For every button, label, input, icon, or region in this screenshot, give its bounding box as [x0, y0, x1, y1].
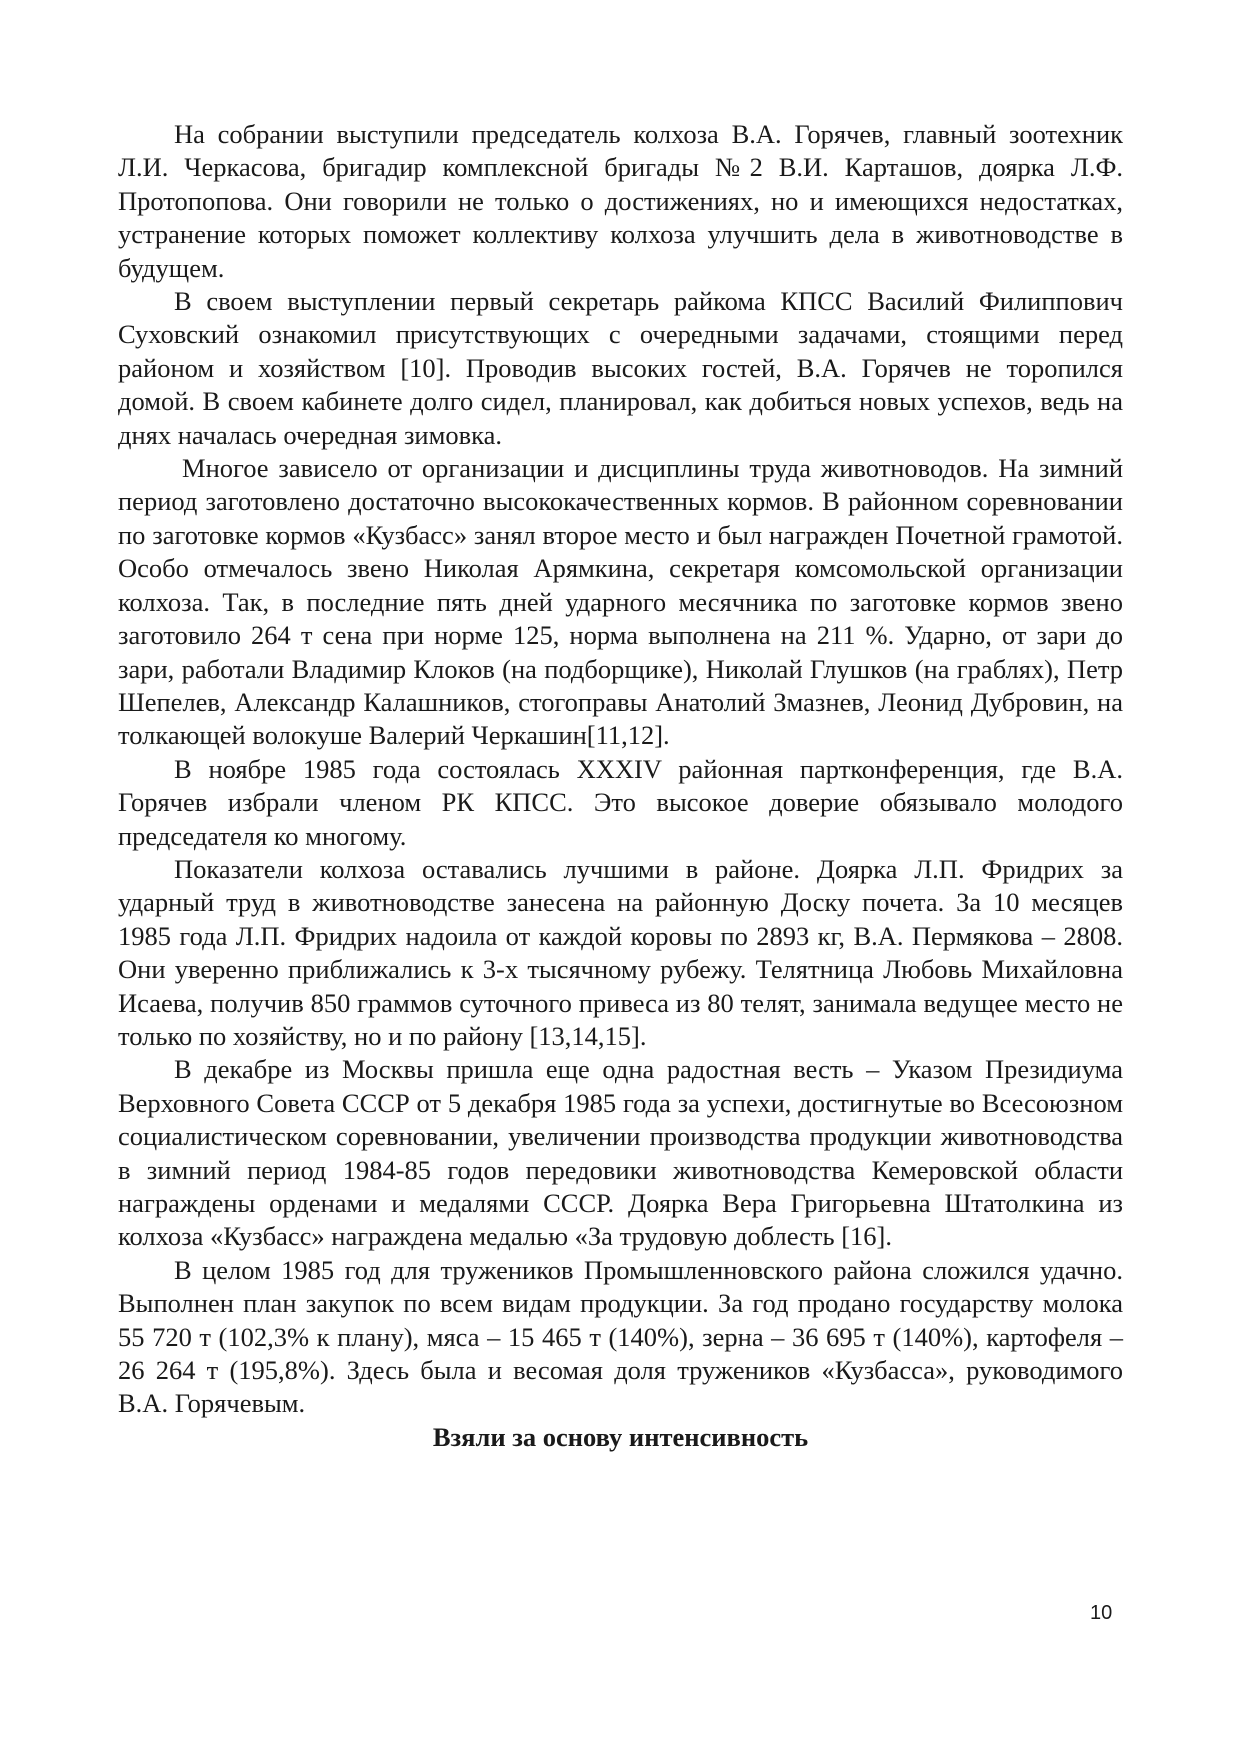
paragraph-feed-preparation: Многое зависело от организации и дисциплины труда животноводов. На зимний период заготовлено достаточно высококачественных кормов. В районном соревновании по заготовке кормов «Кузбасс» занял второе место и был награжден Почетной грамотой. Особо отмечалось звено Николая Арямкина, секретаря комсомольской организации колхоза. Так, в последние пять дней ударного месячника по заготовке кормов звено заготовило 264 т сена при норме 125, норма выполнена на 211 %. Ударно, от зари до зари, работали Владимир Клоков (на подборщике), Николай Глушков (на граблях), Петр Шепелев, Александр Калашников, стогоправы Анатолий Змазнев, Леонид Дубровин, на толкающей волокуше Валерий Черкашин[11,12].: [118, 453, 1123, 751]
paragraph-year-summary: В целом 1985 год для тружеников Промышленновского района сложился удачно. Выполнен план закупок по всем видам продукции. За год продано государству молока 55 720 т (102,3% к плану), мяса – 15 465 т (140%), зерна – 36 695 т (140%), картофеля – 26 264 т (195,8%). Здесь была и весомая доля тружеников «Кузбасса», руководимого В.А. Горячевым.: [118, 1254, 1123, 1419]
paragraph-meeting-speakers: На собрании выступили председатель колхоза В.А. Горячев, главный зоотехник Л.И. Черкасова, бригадир комплексной бригады №2 В.И. Карташов, доярка Л.Ф. Протопопова. Они говорили не только о достижениях, но и имеющихся недостатках, устранение которых поможет коллективу колхоза улучшить дела в животноводстве в будущем.: [118, 119, 1123, 283]
paragraph-party-conference: В ноябре 1985 года состоялась XXXIV районная партконференция, где В.А. Горячев избрали членом РК КПСС. Это высокое доверие обязывало молодого председателя ко многому.: [118, 753, 1123, 851]
paragraph-kolkhoz-indicators: Показатели колхоза оставались лучшими в районе. Доярка Л.П. Фридрих за ударный труд в животноводстве занесена на районную Доску почета. За 10 месяцев 1985 года Л.П. Фридрих надоила от каждой коровы по 2893 кг, В.А. Пермякова – 2808. Они уверенно приближались к 3-х тысячному рубежу. Телятница Любовь Михайловна Исаева, получив 850 граммов суточного привеса из 80 телят, занимала ведущее место не только по хозяйству, но и по району [13,14,15].: [118, 853, 1123, 1051]
section-heading: Взяли за основу интенсивность: [432, 1421, 809, 1452]
page-number: 10: [1090, 1602, 1113, 1624]
document-page: [118, 118, 1123, 1454]
paragraph-december-award: В декабре из Москвы пришла еще одна радостная весть – Указом Президиума Верховного Совета СССР от 5 декабря 1985 года за успехи, достигнутые во Всесоюзном социалистическом соревновании, увеличении производства продукции животноводства в зимний период 1984-85 годов передовики животноводства Кемеровской области награждены орденами и медалями СССР. Доярка Вера Григорьевна Штатолкина из колхоза «Кузбасс» награждена медалью «За трудовую доблесть [16].: [118, 1054, 1123, 1252]
paragraph-secretary-speech: В своем выступлении первый секретарь райкома КПСС Василий Филиппович Суховский ознакомил присутствующих с очередными задачами, стоящими перед районом и хозяйством [10]. Проводив высоких гостей, В.А. Горячев не торопился домой. В своем кабинете долго сидел, планировал, как добиться новых успехов, ведь на днях началась очередная зимовка.: [118, 286, 1123, 450]
